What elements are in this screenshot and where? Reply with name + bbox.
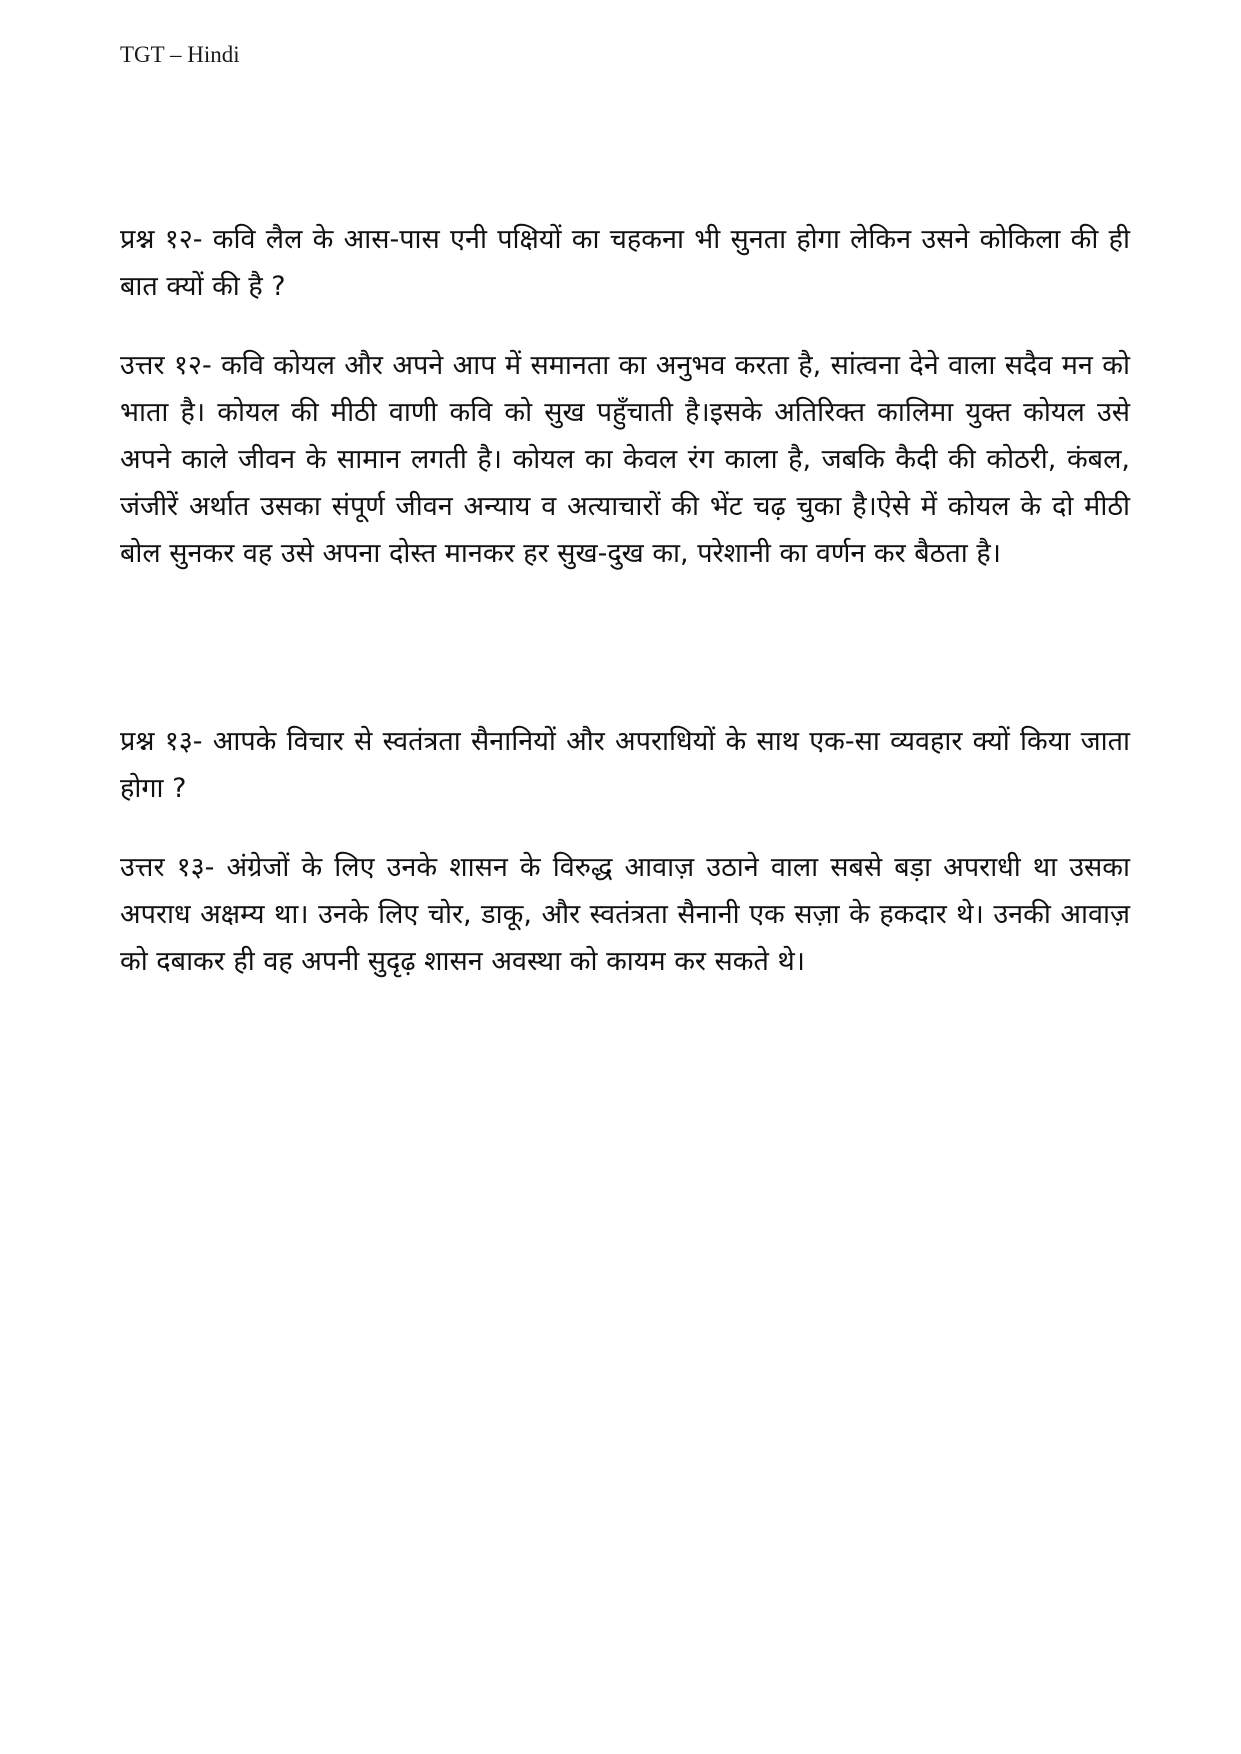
- question-13: प्रश्न १३- आपके विचार से स्वतंत्रता सैनानियों और अपराधियों के साथ एक-सा व्यवहार क्यों किया जाता होगा ?: [120, 726, 1130, 804]
- answer-13: उत्तर १३- अंग्रेजों के लिए उनके शासन के विरुद्ध आवाज़ उठाने वाला सबसे बड़ा अपराधी था उसका अपराध अक्षम्य था। उनके लिए चोर, डाकू, और स्वतंत्रता सैनानी एक सज़ा के हकदार थे। उनकी आवाज़ को दबाकर ही वह अपनी सुदृढ़ शासन अवस्था को कायम कर सकते थे।: [120, 852, 1130, 977]
- question-12: प्रश्न १२- कवि लैल के आस-पास एनी पक्षियों का चहकना भी सुनता होगा लेकिन उसने कोकिला की ही बात क्यों की है ?: [120, 224, 1130, 302]
- answer-12: उत्तर १२- कवि कोयल और अपने आप में समानता का अनुभव करता है, सांत्वना देने वाला सदैव मन को भाता है। कोयल की मीठी वाणी कवि को सुख पहुँचाती है।इसके अतिरिक्त कालिमा युक्त कोयल उसे अपने काले जीवन के सामान लगती है। कोयल का केवल रंग काला है, जबकि कैदी की कोठरी, कंबल, जंजीरें अर्थात उसका संपूर्ण जीवन अन्याय व अत्याचारों की भेंट चढ़ चुका है।ऐसे में कोयल के दो मीठी बोल सुनकर वह उसे अपना दोस्त मानकर हर सुख-दुख का, परेशानी का वर्णन कर बैठता है।: [120, 350, 1130, 569]
- page-header: TGT – Hindi: [120, 42, 240, 67]
